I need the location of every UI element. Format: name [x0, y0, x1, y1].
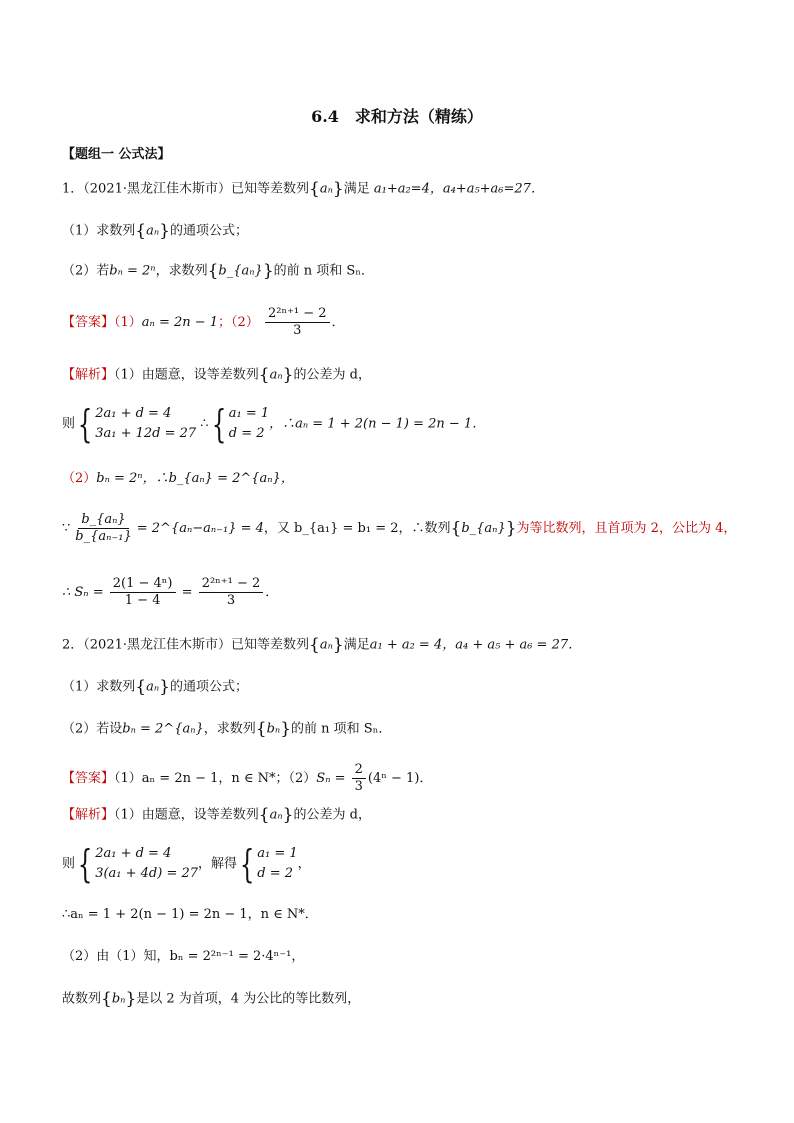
q1-source: （2021·黑龙江佳木斯市） [83, 181, 231, 197]
q2-cond: a₁ + a₂ = 4，a₄ + a₅ + a₆ = 27． [369, 637, 582, 653]
seq-an: aₙ [269, 807, 283, 823]
q1-ana1-suffix: 的公差为 d， [293, 367, 371, 383]
q1-stem: 1．（2021·黑龙江佳木斯市）已知等差数列{aₙ}满足 a₁+a₂=4，a₄+a₅+a₆=27． [62, 179, 544, 199]
eq-sign: = [181, 585, 193, 600]
seq-bn: bₙ [111, 991, 126, 1007]
q2-answer2-expr: Sₙ = [316, 771, 346, 786]
analysis-label: 【解析】 [62, 367, 115, 383]
q2-part2: （2）若设bₙ = 2^{aₙ}，求数列{bₙ}的前 n 项和 Sₙ． [62, 719, 392, 739]
q1-part1-text: （1）求数列 [62, 223, 136, 239]
q1-sum-frac2 [199, 576, 264, 609]
sys-line: 3(a₁ + 4d) = 27 [95, 866, 199, 881]
q1-ze: 则 [62, 416, 76, 432]
period: ． [265, 585, 279, 600]
q2-stem-text: 已知等差数列 [231, 637, 310, 653]
q2-ana2-last-prefix: 故数列 [62, 991, 102, 1007]
q2-ana1-text: （1）由题意，设等差数列 [114, 807, 259, 823]
q1-ratio-eq: = 2^{aₙ−aₙ₋₁} = 4 [136, 521, 264, 536]
q2-answer2-tail: (4ⁿ − 1)． [367, 771, 433, 786]
q1-number: 1． [62, 181, 84, 197]
q1-part2: （2）若bₙ = 2ⁿ，求数列{b_{aₙ}}的前 n 项和 Sₙ． [62, 261, 374, 281]
q2-analysis2: （2）由（1）知，bₙ = 2²ⁿ⁻¹ = 2·4ⁿ⁻¹， [62, 949, 305, 964]
frac-num: 2²ⁿ⁺¹ − 2 [265, 306, 330, 323]
sys-line: d = 2 [257, 866, 293, 881]
q2-ana2-last: 是以 2 为首项，4 为公比的等比数列， [136, 991, 361, 1007]
q1-part2-text: （2）若 [62, 263, 110, 279]
frac-num: 2 [352, 762, 366, 779]
sys-line: 2a₁ + d = 4 [95, 406, 172, 421]
q1-part2-expr: bₙ = 2ⁿ [109, 263, 156, 279]
frac-den: 3 [226, 593, 236, 608]
q1-ratio-tail: 为等比数列，且首项为 2，公比为 4， [516, 521, 737, 536]
seq-ban: b_{aₙ} [218, 263, 263, 279]
q1-answer2-label: ；（2） [218, 315, 259, 330]
q2-result: ∴aₙ = 1 + 2(n − 1) = 2n − 1，n ∈ N*． [62, 907, 318, 922]
q2-part2-suffix: 的前 n 项和 Sₙ． [291, 721, 392, 737]
q1-part2-suffix: 的前 n 项和 Sₙ． [273, 263, 374, 279]
q2-answer [62, 762, 432, 795]
q1-ratio: ∵ $\frac{\text{b\_\{aₙ\}}}{\text{b\_\{aₙ₋₁\}}}$ = 2^{aₙ−aₙ₋₁} = 4，又 b_{a₁} = b₁ = 2，∴数列{b_{aₙ}}为等比数列，且首项为 2，公比为 4， [62, 512, 737, 544]
sys-line: a₁ = 1 [228, 406, 270, 421]
q1-system: 则 { 2a₁ + d = 4 3a₁ + 12d = 27 ∴ { a₁ = 1 d = 2 ，∴aₙ = 1 + 2(n − 1) = 2n − 1． [62, 402, 486, 446]
q1-cond: a₁+a₂=4，a₄+a₅+a₆=27． [373, 181, 544, 197]
frac-num: 2(1 − 4ⁿ) [110, 576, 176, 593]
q2-part1: （1）求数列{aₙ}的通项公式； [62, 677, 248, 697]
sys-line: d = 2 [228, 426, 265, 441]
frac-num: b_{aₙ} [78, 512, 128, 529]
q2-ana1-suffix: 的公差为 d， [293, 807, 371, 823]
q2-part1-text: （1）求数列 [62, 679, 136, 695]
q2-analysis3: 故数列{bₙ}是以 2 为首项，4 为公比的等比数列， [62, 989, 361, 1009]
answer-label: 【答案】 [62, 771, 115, 786]
q1-analysis1: 【解析】（1）由题意，设等差数列{aₙ}的公差为 d， [62, 365, 371, 385]
q2-part1-suffix: 的通项公式； [169, 679, 248, 695]
q1-stem-text: 已知等差数列 [231, 181, 310, 197]
q2-answer2-frac [352, 762, 366, 795]
page-title: 6.4 求和方法（精练） [311, 107, 483, 126]
q2-part2-mid: ，求数列 [203, 721, 256, 737]
q1-ana1-result: ，∴aₙ = 1 + 2(n − 1) = 2n − 1． [269, 416, 486, 432]
q1-sum [62, 576, 278, 609]
therefore-symbol: ∴ [200, 416, 209, 432]
q1-ana2-expr: bₙ = 2ⁿ，∴b_{aₙ} = 2^{aₙ}， [96, 471, 294, 486]
seq-an: aₙ [269, 367, 283, 383]
answer-label: 【答案】 [62, 315, 115, 330]
frac-den: b_{aₙ₋₁} [75, 529, 132, 544]
seq-ban: b_{aₙ} [461, 521, 506, 536]
q1-answer1-expr: aₙ = 2n − 1 [141, 315, 219, 330]
q2-system: 则 { 2a₁ + d = 4 3(a₁ + 4d) = 27 ，解得 { a₁ = 1 d = 2 ， [62, 842, 311, 886]
sys-line: 3a₁ + 12d = 27 [95, 426, 197, 441]
frac-den: 3 [293, 323, 302, 338]
q2-part2-expr: bₙ = 2^{aₙ} [122, 721, 204, 737]
q2-part2-text: （2）若设 [62, 721, 123, 737]
seq-an: aₙ [146, 223, 160, 239]
seq-an: aₙ [146, 679, 160, 695]
analysis-label: 【解析】 [62, 807, 115, 823]
q1-ratio-frac [72, 512, 134, 545]
seq-an: aₙ [319, 181, 333, 197]
q1-cond-prefix: 满足 [343, 181, 370, 197]
q1-ana1-text: （1）由题意，设等差数列 [114, 367, 259, 383]
frac-den: 1 − 4 [124, 593, 161, 608]
q1-answer: 【答案】（1）aₙ = 2n − 1；（2） $\frac{\text{2²ⁿ⁺¹ − 2}}{3}$ ． [62, 306, 345, 338]
q1-part1: （1）求数列{aₙ}的通项公式； [62, 221, 248, 241]
sys-line: 2a₁ + d = 4 [95, 846, 172, 861]
section-heading: 【题组一 公式法】 [62, 147, 171, 162]
sys-line: a₁ = 1 [257, 846, 298, 861]
q1-part2-mid: ，求数列 [155, 263, 208, 279]
q1-analysis2 [62, 470, 294, 488]
q2-jiede: ，解得 [198, 856, 238, 872]
seq-bn: bₙ [266, 721, 281, 737]
q2-number: 2． [62, 637, 84, 653]
q2-stem: 2．（2021·黑龙江佳木斯市）已知等差数列{aₙ}满足a₁ + a₂ = 4，a₄ + a₅ + a₆ = 27． [62, 635, 582, 655]
frac-num: 2²ⁿ⁺¹ − 2 [199, 576, 264, 593]
q2-cond-prefix: 满足 [343, 637, 370, 653]
frac-den: 3 [354, 779, 363, 794]
q2-answer1: （1）aₙ = 2n − 1，n ∈ N*；（2） [114, 771, 317, 786]
seq-an: aₙ [319, 637, 333, 653]
q1-answer1-label: （1） [114, 315, 142, 330]
comma: ， [297, 856, 311, 872]
q1-ratio-mid: ，又 b_{a₁} = b₁ = 2，∴数列 [263, 521, 451, 536]
q2-source: （2021·黑龙江佳木斯市） [83, 637, 231, 653]
q2-analysis1: 【解析】（1）由题意，设等差数列{aₙ}的公差为 d， [62, 805, 371, 825]
q1-part1-suffix: 的通项公式； [169, 223, 248, 239]
q1-ana2-prefix: （2） [62, 471, 97, 486]
q2-ze: 则 [62, 856, 76, 872]
q1-sum-frac1 [110, 576, 176, 609]
q1-answer2-frac [265, 306, 330, 339]
q1-sum-prefix: ∴ Sₙ = [62, 585, 104, 600]
